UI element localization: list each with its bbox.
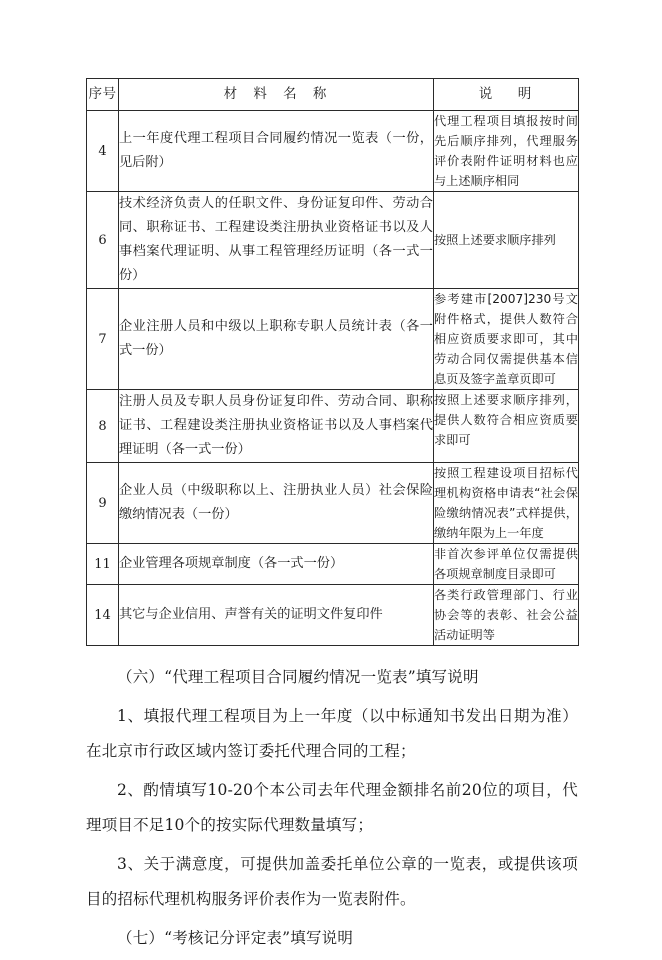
column-header-name-label: 材 料 名 称 [223, 86, 333, 102]
row-material-name: 企业人员（中级职称以上、注册执业人员）社会保险缴纳情况表（一份） [119, 463, 434, 544]
page-content [86, 78, 578, 960]
table-row [87, 289, 579, 390]
row-note: 代理工程项目填报按时间先后顺序排列，代理服务评价表附件证明材料也应与上述顺序相同 [434, 111, 579, 192]
row-note: 按照上述要求顺序排列 [434, 192, 579, 289]
table-row [87, 544, 579, 585]
row-note: 各类行政管理部门、行业协会等的表彰、社会公益活动证明等 [434, 585, 579, 646]
row-material-name: 企业管理各项规章制度（各一式一份） [119, 544, 434, 585]
paragraph-item-1: 1、填报代理工程项目为上一年度（以中标通知书发出日期为准）在北京市行政区域内签订委托代理合同的工程； [86, 707, 578, 760]
section-heading-seven: （七）“考核记分评定表”填写说明 [117, 929, 354, 947]
row-number: 7 [87, 289, 119, 390]
column-header-note-label: 说 明 [478, 86, 538, 102]
table-row [87, 390, 579, 463]
column-header-note [434, 79, 579, 111]
row-number: 11 [87, 544, 119, 585]
row-note: 按照上述要求顺序排列，提供人数符合相应资质要求即可 [434, 390, 579, 463]
row-note: 按照工程建设项目招标代理机构资格申请表“社会保险缴纳情况表”式样提供，缴纳年限为上一年度 [434, 463, 579, 544]
table-row [87, 111, 579, 192]
column-header-no [87, 79, 119, 111]
row-number: 4 [87, 111, 119, 192]
table-row [87, 192, 579, 289]
column-header-no-label: 序号 [88, 86, 117, 102]
table-row [87, 463, 579, 544]
row-number: 6 [87, 192, 119, 289]
row-material-name: 注册人员及专职人员身份证复印件、劳动合同、职称证书、工程建设类注册执业资格证书以及人事档案代理证明（各一式一份） [119, 390, 434, 463]
column-header-name [119, 79, 434, 111]
row-note: 参考建市[2007]230号文附件格式，提供人数符合相应资质要求即可，其中劳动合同仅需提供基本信息页及签字盖章页即可 [434, 289, 579, 390]
table-row [87, 585, 579, 646]
paragraph-item-2: 2、酌情填写10-20个本公司去年代理金额排名前20位的项目，代理项目不足10个的按实际代理数量填写； [86, 781, 578, 834]
row-material-name: 其它与企业信用、声誉有关的证明文件复印件 [119, 585, 434, 646]
table-header [87, 79, 579, 111]
materials-table [86, 78, 579, 646]
paragraph-item-3: 3、关于满意度，可提供加盖委托单位公章的一览表，或提供该项目的招标代理机构服务评价表作为一览表附件。 [86, 855, 578, 908]
row-number: 8 [87, 390, 119, 463]
row-number: 9 [87, 463, 119, 544]
row-material-name: 上一年度代理工程项目合同履约情况一览表（一份，见后附） [119, 111, 434, 192]
row-material-name: 技术经济负责人的任职文件、身份证复印件、劳动合同、职称证书、工程建设类注册执业资格证书以及人事档案代理证明、从事工程管理经历证明（各一式一份） [119, 192, 434, 289]
table-header-row [87, 79, 579, 111]
explanatory-paragraphs [86, 660, 578, 956]
table-body [87, 111, 579, 646]
row-note: 非首次参评单位仅需提供各项规章制度目录即可 [434, 544, 579, 585]
row-number: 14 [87, 585, 119, 646]
row-material-name: 企业注册人员和中级以上职称专职人员统计表（各一式一份） [119, 289, 434, 390]
section-heading-six: （六）“代理工程项目合同履约情况一览表”填写说明 [117, 668, 479, 686]
